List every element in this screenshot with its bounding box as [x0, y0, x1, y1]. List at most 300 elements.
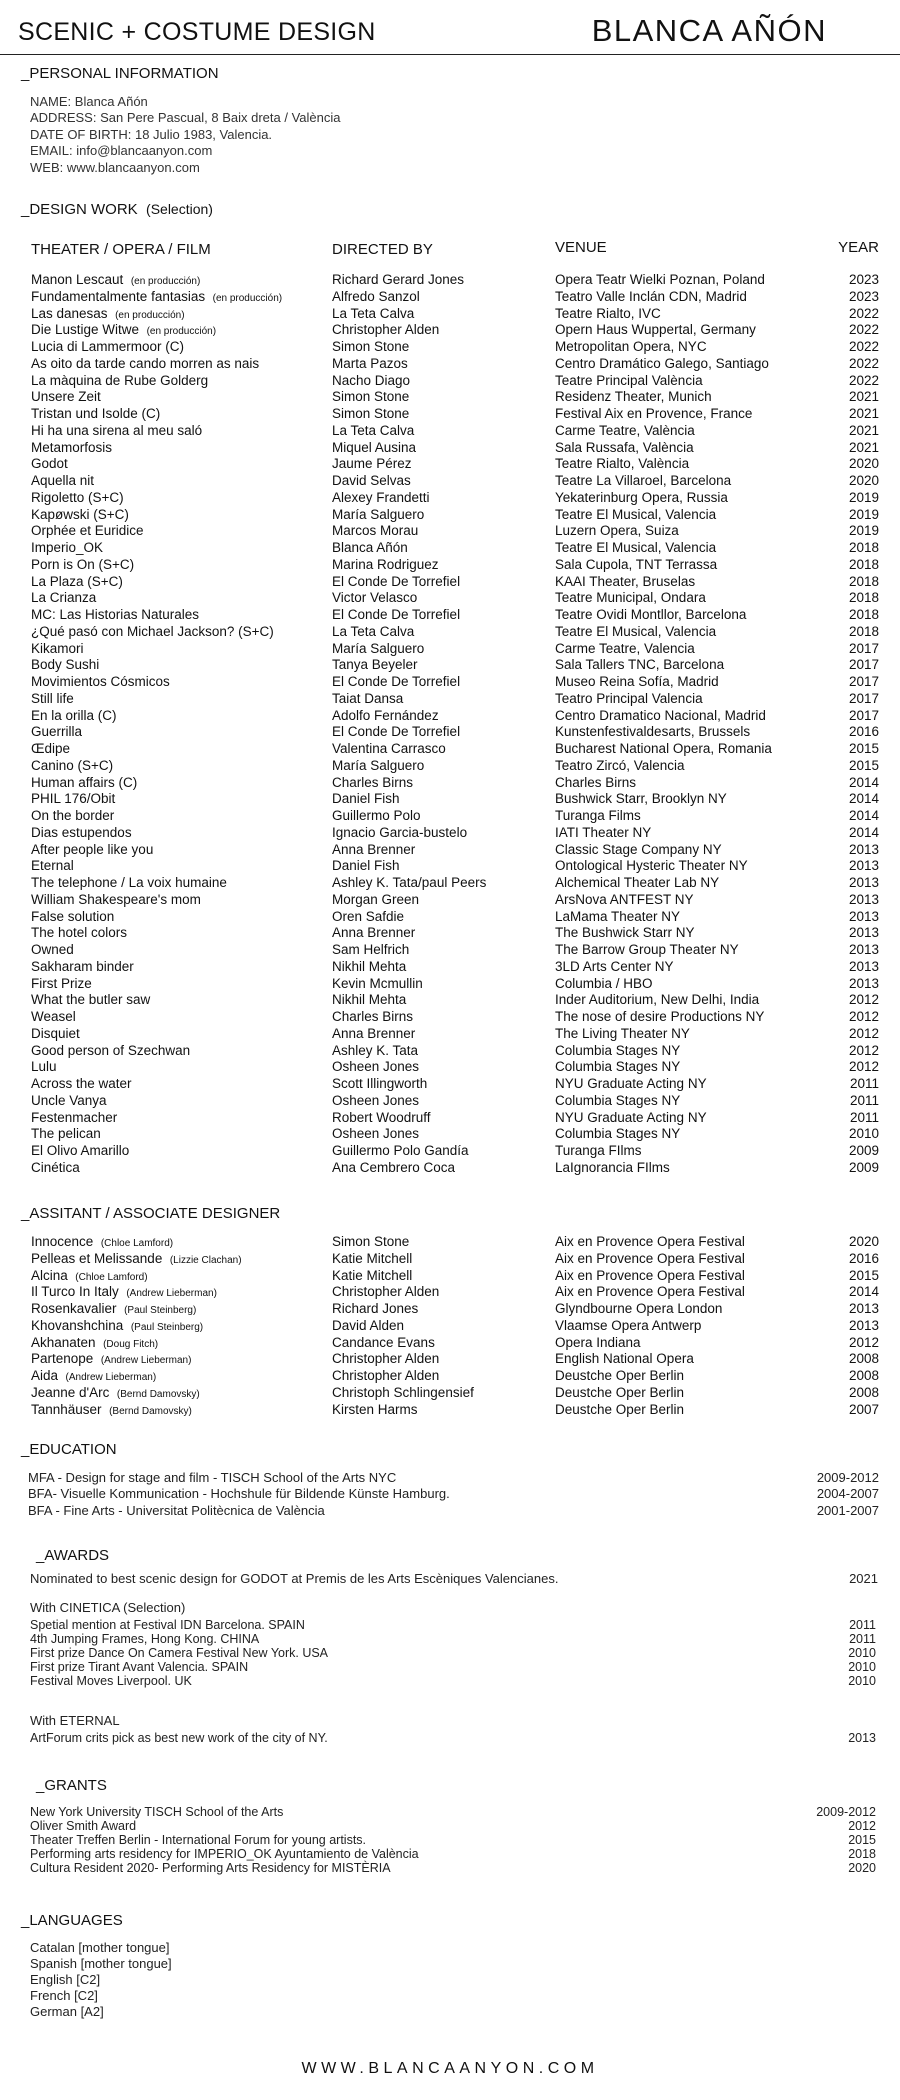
design-row: [0, 1110, 900, 1127]
title-text: The pelican: [31, 1126, 101, 1142]
year-cell: 2014: [848, 774, 879, 790]
title-text: En la orilla (C): [31, 707, 117, 723]
year-cell: 2008: [848, 1351, 879, 1367]
venue-cell: ArsNova ANTFEST NY: [555, 891, 694, 907]
director-cell: Simon Stone: [332, 339, 410, 354]
title-note: (Chloe Lamford): [100, 1238, 174, 1249]
title-cell: [31, 842, 153, 857]
year-cell: 2020: [848, 473, 879, 488]
design-row: [0, 942, 900, 959]
grant-item: Oliver Smith Award: [30, 1819, 137, 1833]
header-subtitle: SCENIC + COSTUME DESIGN: [18, 18, 376, 46]
director-cell: Marcos Morau: [332, 523, 419, 539]
design-row: [0, 992, 900, 1009]
title-cell: [31, 440, 112, 455]
year-cell: 2021: [848, 439, 879, 455]
grant-item-year: 2018: [848, 1847, 876, 1861]
title-cell: [31, 791, 115, 806]
title-text: Kapøwski (S+C): [31, 506, 129, 522]
design-row: [0, 624, 900, 641]
cinetica-award-year: 2010: [848, 1674, 876, 1688]
birth-line: DATE OF BIRTH: 18 Julio 1983, Valencia.: [30, 126, 273, 142]
year-cell: 2013: [848, 925, 879, 941]
grant-item: Theater Treffen Berlin - International Forum for young artists.: [30, 1833, 367, 1847]
title-text: William Shakespeare's mom: [31, 891, 201, 907]
venue-cell: Columbia / HBO: [555, 975, 653, 991]
title-cell: [31, 1335, 158, 1350]
title-cell: [31, 892, 201, 907]
venue-cell: The Bushwick Starr NY: [555, 925, 695, 941]
year-cell: 2013: [848, 1301, 879, 1316]
year-cell: 2015: [848, 741, 879, 756]
director-cell: Valentina Carrasco: [332, 741, 446, 756]
director-cell: Simon Stone: [332, 389, 410, 405]
title-cell: [31, 691, 74, 706]
title-cell: [31, 1076, 132, 1091]
column-header-title: THEATER / OPERA / FILM: [31, 241, 211, 258]
cinetica-heading: With CINETICA (Selection): [30, 1600, 186, 1615]
design-row: [0, 557, 900, 574]
year-cell: 2014: [848, 791, 879, 807]
venue-cell: Teatre Rialto, València: [555, 456, 690, 472]
year-cell: 2010: [848, 1126, 879, 1142]
title-text: Still life: [31, 690, 74, 706]
design-row: [0, 356, 900, 373]
title-text: Festenmacher: [31, 1109, 118, 1125]
year-cell: 2011: [849, 1092, 879, 1108]
director-cell: Tanya Beyeler: [332, 657, 418, 673]
title-cell: [31, 272, 200, 287]
title-text: Partenope: [31, 1351, 94, 1367]
venue-cell: LaIgnorancia FIlms: [555, 1159, 670, 1175]
director-cell: El Conde De Torrefiel: [332, 573, 461, 589]
year-cell: 2011: [849, 1109, 879, 1125]
title-cell: [31, 657, 99, 672]
title-text: Dias estupendos: [31, 824, 132, 840]
year-cell: 2021: [848, 406, 879, 421]
title-cell: [31, 775, 137, 790]
title-text: Pelleas et Melissande: [31, 1250, 163, 1266]
title-cell: [31, 289, 282, 304]
title-cell: [31, 724, 82, 739]
language-item: Catalan [mother tongue]: [30, 1940, 170, 1955]
director-cell: Ashley K. Tata: [332, 1042, 419, 1058]
title-note: (en producción): [115, 309, 185, 321]
year-cell: 2017: [848, 674, 879, 689]
venue-cell: Charles Birns: [555, 774, 637, 790]
title-cell: [31, 1385, 200, 1400]
title-text: Godot: [31, 456, 68, 472]
year-cell: 2011: [849, 1076, 879, 1091]
assistant-row: [0, 1368, 900, 1385]
design-row: [0, 490, 900, 507]
column-header-venue: VENUE: [555, 239, 607, 256]
grant-item-year: 2012: [848, 1819, 876, 1833]
design-row: [0, 607, 900, 624]
cinetica-award-year: 2010: [848, 1660, 876, 1674]
assistant-row: [0, 1234, 900, 1251]
title-note: (Bernd Damovsky): [109, 1405, 192, 1417]
year-cell: 2018: [848, 590, 879, 606]
assistant-list: [0, 1234, 900, 1418]
design-row: [0, 825, 900, 842]
director-cell: Kevin Mcmullin: [332, 975, 423, 991]
title-cell: [31, 1110, 117, 1125]
venue-cell: Luzern Opera, Suiza: [555, 523, 679, 539]
design-work-title: _DESIGN WORK: [21, 201, 138, 218]
venue-cell: Museo Reina Sofía, Madrid: [555, 674, 719, 689]
venue-cell: Columbia Stages NY: [555, 1126, 681, 1142]
year-cell: 2017: [848, 657, 879, 673]
title-text: MC: Las Historias Naturales: [31, 607, 200, 622]
title-text: Canino (S+C): [31, 757, 114, 773]
venue-cell: NYU Graduate Acting NY: [555, 1109, 707, 1125]
venue-cell: Alchemical Theater Lab NY: [555, 875, 720, 890]
web-line: WEB: www.blancaanyon.com: [30, 159, 200, 175]
eternal-awards: [30, 1731, 328, 1745]
director-cell: Alexey Frandetti: [332, 489, 430, 505]
venue-cell: Sala Russafa, València: [555, 439, 694, 455]
design-row: [0, 272, 900, 289]
year-cell: 2019: [848, 523, 879, 539]
venue-cell: Opern Haus Wuppertal, Germany: [555, 322, 756, 338]
venue-cell: Aix en Provence Opera Festival: [555, 1267, 745, 1283]
title-text: La Crianza: [31, 590, 97, 606]
title-cell: [31, 406, 160, 421]
design-row: [0, 1126, 900, 1143]
title-text: What the butler saw: [31, 992, 151, 1008]
venue-cell: Vlaamse Opera Antwerp: [555, 1317, 702, 1333]
design-row: [0, 423, 900, 440]
year-cell: 2014: [848, 824, 879, 840]
title-note: (Andrew Lieberman): [126, 1288, 217, 1300]
languages-list: [30, 1940, 172, 2020]
cinetica-award: 4th Jumping Frames, Hong Kong. CHINA: [30, 1632, 260, 1646]
venue-cell: Columbia Stages NY: [555, 1059, 681, 1075]
year-cell: 2014: [848, 1284, 879, 1300]
venue-cell: Residenz Theater, Munich: [555, 389, 712, 405]
director-cell: María Salguero: [332, 506, 425, 522]
venue-cell: Centro Dramatico Nacional, Madrid: [555, 707, 766, 723]
education-heading: _EDUCATION: [21, 1441, 117, 1458]
title-text: Las danesas: [31, 305, 108, 321]
eternal-award-year: 2013: [848, 1731, 876, 1745]
design-row: [0, 1093, 900, 1110]
title-text: Jeanne d'Arc: [31, 1384, 110, 1400]
year-cell: 2012: [848, 992, 879, 1008]
title-text: Die Lustige Witwe: [31, 322, 140, 338]
venue-cell: Sala Tallers TNC, Barcelona: [555, 657, 725, 673]
title-cell: [31, 1301, 196, 1316]
year-cell: 2018: [848, 540, 879, 555]
email-line: EMAIL: info@blancaanyon.com: [30, 143, 213, 159]
year-cell: 2013: [848, 891, 879, 907]
eternal-years: [848, 1731, 876, 1745]
education-list: [28, 1470, 879, 1519]
title-note: (en producción): [130, 276, 201, 287]
venue-cell: Deustche Oper Berlin: [555, 1368, 685, 1383]
title-note: (Andrew Lieberman): [65, 1372, 157, 1383]
director-cell: Candance Evans: [332, 1334, 435, 1350]
title-text: Tannhäuser: [31, 1401, 102, 1417]
grants-heading: _GRANTS: [36, 1777, 107, 1794]
title-cell: [31, 590, 96, 605]
director-cell: Nikhil Mehta: [332, 958, 407, 974]
title-text: Owned: [31, 942, 74, 957]
title-text: Manon Lescaut: [31, 272, 124, 287]
year-cell: 2022: [848, 305, 879, 321]
director-cell: La Teta Calva: [332, 305, 415, 321]
award-main: [30, 1571, 878, 1587]
title-cell: [31, 641, 84, 656]
title-text: Khovanshchina: [31, 1317, 124, 1333]
title-note: (en producción): [212, 292, 283, 304]
title-cell: [31, 1402, 192, 1417]
cinetica-years: [848, 1618, 876, 1688]
title-text: Il Turco In Italy: [31, 1284, 119, 1300]
venue-cell: The nose of desire Productions NY: [555, 1009, 765, 1024]
director-cell: Kirsten Harms: [332, 1401, 418, 1417]
title-cell: [31, 1351, 191, 1366]
title-text: Across the water: [31, 1076, 132, 1091]
grant-item-year: 2015: [848, 1833, 876, 1847]
design-row: [0, 306, 900, 323]
assistant-row: [0, 1351, 900, 1368]
year-cell: 2013: [848, 1317, 879, 1333]
venue-cell: Opera Teatr Wielki Poznan, Poland: [555, 272, 765, 287]
design-row: [0, 440, 900, 457]
title-cell: [31, 1234, 173, 1249]
cinetica-award: Spetial mention at Festival IDN Barcelona. SPAIN: [30, 1618, 305, 1632]
award-main-year: 2021: [849, 1571, 878, 1586]
title-cell: [31, 540, 103, 555]
director-cell: Jaume Pérez: [332, 456, 412, 472]
title-cell: [31, 858, 74, 873]
year-cell: 2013: [848, 942, 879, 957]
title-text: Hi ha una sirena al meu saló: [31, 422, 203, 438]
venue-cell: Centro Dramático Galego, Santiago: [555, 355, 769, 371]
title-text: Unsere Zeit: [31, 389, 101, 405]
title-cell: [31, 925, 127, 940]
year-cell: 2022: [848, 355, 879, 371]
assistant-row: [0, 1268, 900, 1285]
award-main-text: Nominated to best scenic design for GODOT at Premis de les Arts Escèniques Valencianes.: [30, 1571, 559, 1586]
design-row: [0, 339, 900, 356]
assistant-row: [0, 1318, 900, 1335]
eternal-award: ArtForum crits pick as best new work of the city of NY.: [30, 1731, 328, 1745]
director-cell: María Salguero: [332, 757, 425, 773]
year-cell: 2022: [848, 322, 879, 338]
address-line: ADDRESS: San Pere Pascual, 8 Baix dreta / València: [30, 110, 341, 126]
grant-item-year: 2009-2012: [816, 1805, 876, 1819]
grants-list: [30, 1805, 419, 1875]
title-note: (Bernd Damovsky): [116, 1388, 200, 1400]
design-row: [0, 1143, 900, 1160]
title-text: Good person of Szechwan: [31, 1042, 191, 1058]
director-cell: Victor Velasco: [332, 590, 418, 606]
title-text: Rosenkavalier: [31, 1301, 117, 1316]
design-row: [0, 523, 900, 540]
design-work-heading: [21, 201, 213, 218]
venue-cell: Glyndbourne Opera London: [555, 1301, 723, 1316]
title-note: (Doug Fitch): [103, 1338, 159, 1350]
eternal-heading: With ETERNAL: [30, 1713, 120, 1728]
design-row: [0, 574, 900, 591]
language-item: German [A2]: [30, 2004, 104, 2019]
year-cell: 2013: [848, 875, 879, 890]
header-name: BLANCA AÑÓN: [591, 13, 827, 48]
venue-cell: Teatre La Villaroel, Barcelona: [555, 473, 732, 488]
page-header: [0, 0, 900, 55]
title-cell: [31, 909, 114, 924]
personal-info-heading: _PERSONAL INFORMATION: [21, 65, 219, 82]
director-cell: Katie Mitchell: [332, 1250, 413, 1266]
director-cell: Ignacio Garcia-bustelo: [332, 824, 468, 840]
year-cell: 2007: [848, 1401, 879, 1417]
year-cell: 2009: [848, 1143, 879, 1158]
title-text: Metamorfosis: [31, 439, 113, 455]
year-cell: 2021: [848, 422, 879, 438]
title-cell: [31, 1126, 101, 1141]
title-text: Imperio_OK: [31, 540, 104, 555]
cinetica-award: Festival Moves Liverpool. UK: [30, 1674, 192, 1688]
cinetica-award-year: 2011: [849, 1632, 876, 1646]
year-cell: 2020: [848, 1234, 879, 1249]
title-text: Fundamentalmente fantasias: [31, 288, 206, 304]
venue-cell: Teatro Principal Valencia: [555, 690, 703, 706]
title-text: First Prize: [31, 975, 92, 991]
title-cell: [31, 741, 70, 756]
design-row: [0, 808, 900, 825]
director-cell: Guillermo Polo Gandía: [332, 1143, 469, 1158]
grant-item: Performing arts residency for IMPERIO_OK Ayuntamiento de València: [30, 1847, 419, 1861]
year-cell: 2023: [848, 272, 879, 287]
title-text: Sakharam binder: [31, 958, 134, 974]
venue-cell: Carme Teatre, Valencia: [555, 640, 695, 656]
year-cell: 2014: [848, 808, 879, 823]
design-row: [0, 641, 900, 658]
title-cell: [31, 976, 92, 991]
year-cell: 2013: [848, 958, 879, 974]
design-row: [0, 842, 900, 859]
title-cell: [31, 423, 202, 438]
director-cell: Ashley K. Tata/paul Peers: [332, 875, 487, 890]
year-cell: 2019: [848, 489, 879, 505]
director-cell: Simon Stone: [332, 406, 410, 421]
year-cell: 2013: [848, 858, 879, 874]
title-cell: [31, 389, 101, 404]
title-cell: [31, 607, 199, 622]
venue-cell: Aix en Provence Opera Festival: [555, 1284, 745, 1300]
director-cell: Osheen Jones: [332, 1059, 420, 1075]
year-cell: 2018: [848, 607, 879, 622]
director-cell: Anna Brenner: [332, 1025, 416, 1041]
title-cell: [31, 1059, 57, 1074]
venue-cell: Opera Indiana: [555, 1334, 641, 1350]
year-cell: 2008: [848, 1368, 879, 1383]
year-cell: 2020: [848, 456, 879, 472]
title-cell: [31, 306, 185, 321]
title-text: ¿Qué pasó con Michael Jackson? (S+C): [31, 623, 274, 639]
design-row: [0, 691, 900, 708]
title-cell: [31, 825, 132, 840]
director-cell: Richard Jones: [332, 1301, 419, 1316]
venue-cell: Teatre Municipal, Ondara: [555, 590, 706, 606]
title-cell: [31, 356, 259, 371]
design-row: [0, 741, 900, 758]
director-cell: La Teta Calva: [332, 422, 415, 438]
venue-cell: Columbia Stages NY: [555, 1042, 681, 1058]
design-row: [0, 590, 900, 607]
language-item: French [C2]: [30, 1988, 98, 2003]
venue-cell: Teatre Rialto, IVC: [555, 305, 661, 321]
cinetica-award-year: 2010: [848, 1646, 876, 1660]
venue-cell: IATI Theater NY: [555, 824, 652, 840]
design-row: [0, 976, 900, 993]
director-cell: Charles Birns: [332, 774, 414, 790]
design-row: [0, 925, 900, 942]
year-cell: 2017: [848, 707, 879, 723]
design-row: [0, 373, 900, 390]
title-cell: [31, 473, 94, 488]
title-text: Akhanaten: [31, 1334, 96, 1350]
director-cell: El Conde De Torrefiel: [332, 607, 461, 622]
venue-cell: Deustche Oper Berlin: [555, 1401, 685, 1417]
director-cell: Nacho Diago: [332, 372, 411, 388]
design-row: [0, 322, 900, 339]
title-cell: [31, 456, 68, 471]
title-cell: [31, 875, 227, 890]
assistant-row: [0, 1284, 900, 1301]
venue-cell: Festival Aix en Provence, France: [555, 406, 753, 421]
venue-cell: Turanga Films: [555, 808, 641, 823]
year-cell: 2019: [848, 506, 879, 522]
assistant-heading: _ASSITANT / ASSOCIATE DESIGNER: [21, 1205, 281, 1222]
year-cell: 2013: [848, 908, 879, 924]
title-text: After people like you: [31, 841, 154, 857]
title-cell: [31, 322, 216, 337]
director-cell: Christopher Alden: [332, 1284, 440, 1300]
director-cell: Anna Brenner: [332, 925, 416, 941]
venue-cell: Teatre Principal València: [555, 372, 703, 388]
director-cell: Anna Brenner: [332, 841, 416, 857]
design-row: [0, 1160, 900, 1177]
title-text: Eternal: [31, 858, 74, 874]
title-cell: [31, 373, 208, 388]
design-row: [0, 289, 900, 306]
title-cell: [31, 624, 274, 639]
title-text: Weasel: [31, 1009, 76, 1024]
director-cell: Christopher Alden: [332, 322, 440, 338]
director-cell: Oren Safdie: [332, 908, 405, 924]
title-cell: [31, 1160, 80, 1175]
design-row: [0, 456, 900, 473]
design-row: [0, 473, 900, 490]
venue-cell: The Living Theater NY: [555, 1025, 690, 1041]
director-cell: Robert Woodruff: [332, 1109, 431, 1125]
year-cell: 2009: [848, 1159, 879, 1175]
column-header-director: DIRECTED BY: [332, 241, 433, 258]
title-text: Lulu: [31, 1059, 57, 1075]
director-cell: Katie Mitchell: [332, 1267, 413, 1283]
venue-cell: Inder Auditorium, New Delhi, India: [555, 992, 760, 1008]
title-cell: [31, 339, 184, 354]
design-row: [0, 892, 900, 909]
venue-cell: The Barrow Group Theater NY: [555, 942, 739, 957]
director-cell: Nikhil Mehta: [332, 992, 407, 1008]
year-cell: 2012: [848, 1009, 879, 1024]
year-cell: 2012: [848, 1334, 879, 1350]
